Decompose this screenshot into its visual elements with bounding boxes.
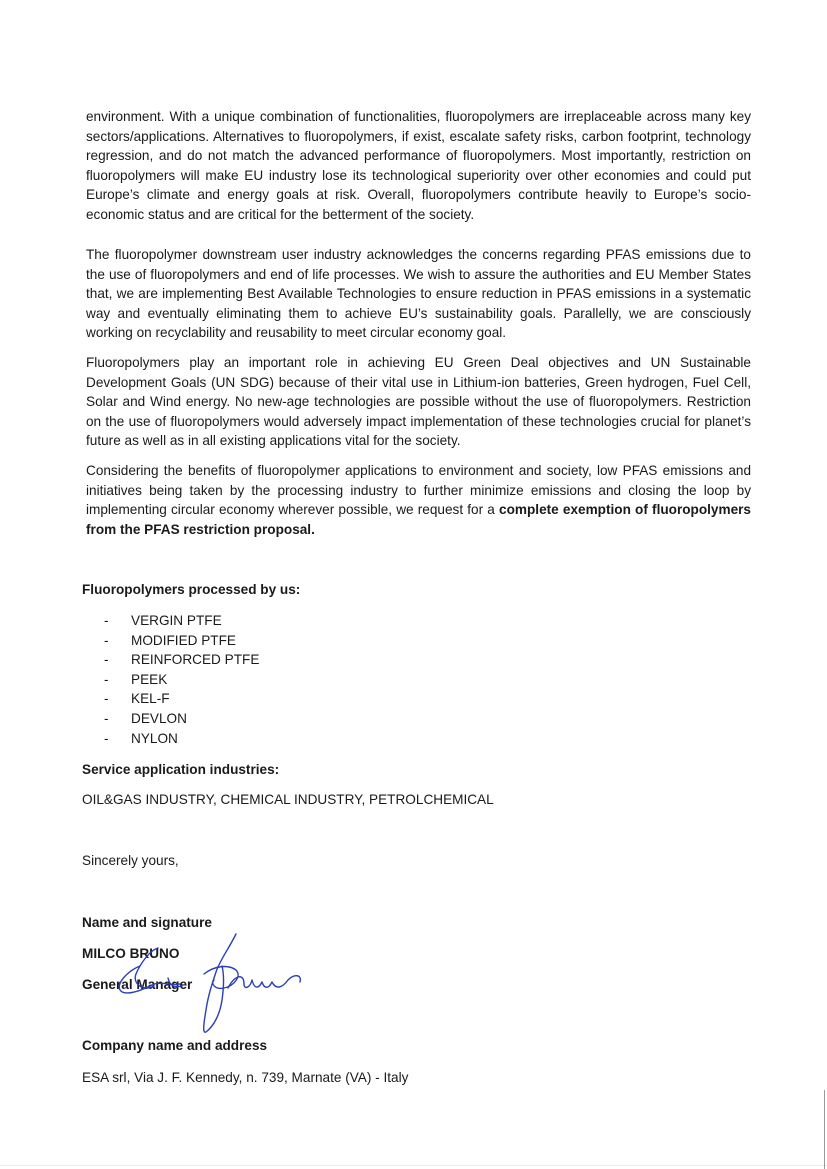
page-bottom-edge bbox=[0, 1165, 827, 1166]
signature-strokes bbox=[119, 934, 300, 1032]
list-dash: - bbox=[104, 671, 109, 687]
salutation: Sincerely yours, bbox=[82, 853, 179, 868]
list-dash: - bbox=[104, 691, 109, 707]
list-dash: - bbox=[104, 710, 109, 726]
list-item bbox=[104, 689, 259, 709]
paragraph-fluoropolymer-benefits: environment. With a unique combination of functionalities, fluoropolymers are irreplaceable across many key sectors/applications. Alternatives to fluoropolymers, if exist, escalate safety risks, carbon footprint, technology regression, and do not match the advanced performance of fluoropolymers. Most importantly, restriction on fluoropolymers will make EU industry lose its technological superiority over other economies and could put Europe’s climate and energy goals at risk. Overall, fluoropolymers contribute heavily to Europe’s socio-economic status and are critical for the betterment of the society. bbox=[86, 109, 751, 222]
list-item bbox=[104, 729, 259, 749]
exemption-request-bold: complete exemption of fluoropolymers from the PFAS restriction proposal. bbox=[86, 502, 751, 537]
list-dash: - bbox=[104, 652, 109, 668]
handwritten-signature bbox=[110, 930, 310, 1040]
signatory-title: General Manager bbox=[82, 977, 193, 992]
list-item bbox=[104, 709, 259, 729]
name-signature-label: Name and signature bbox=[82, 915, 212, 930]
polymer-name: REINFORCED PTFE bbox=[131, 652, 260, 668]
list-dash: - bbox=[104, 613, 109, 628]
exemption-request-lead: Considering the benefits of fluoropolymer applications to environment and society, low PFAS emissions and initiatives being taken by the processing industry to further minimize emissions and closing the loop by implementing circular economy wherever possible, we request for a bbox=[86, 463, 751, 518]
list-dash: - bbox=[104, 632, 109, 648]
industries-list: OIL&GAS INDUSTRY, CHEMICAL INDUSTRY, PETROLCHEMICAL bbox=[82, 792, 494, 807]
industries-heading: Service application industries: bbox=[82, 762, 280, 777]
list-item bbox=[104, 650, 259, 670]
polymer-name: KEL-F bbox=[131, 691, 170, 707]
polymer-name: DEVLON bbox=[131, 710, 187, 726]
polymer-name: PEEK bbox=[131, 671, 168, 687]
list-item bbox=[104, 611, 259, 631]
paragraph-green-deal: Fluoropolymers play an important role in achieving EU Green Deal objectives and UN Sustainable Development Goals (UN SDG) because of their vital use in Lithium-ion batteries, Green hydrogen, Fuel Cell, Solar and Wind energy. No new-age technologies are possible without the use of fluoropolymers. Restriction on the use of fluoropolymers would adversely impact implementation of these technologies crucial for planet’s future as well as in all existing applications vital for the society. bbox=[86, 355, 751, 449]
paragraph-exemption-request bbox=[86, 461, 751, 539]
polymer-name: NYLON bbox=[131, 730, 178, 746]
company-label: Company name and address bbox=[82, 1038, 268, 1053]
list-dash: - bbox=[104, 730, 109, 746]
polymer-name: VERGIN PTFE bbox=[131, 613, 222, 628]
polymer-list bbox=[104, 611, 259, 748]
paragraph-emissions-commitment: The fluoropolymer downstream user industry acknowledges the concerns regarding PFAS emissions due to the use of fluoropolymers and end of life processes. We wish to assure the authorities and EU Member States that, we are implementing Best Available Technologies to ensure reduction in PFAS emissions in a systematic way and eventually eliminating them to achieve EU’s sustainability goals. Parallelly, we are consciously working on recyclability and reusability to meet circular economy goal. bbox=[86, 247, 751, 341]
scan-edge-line bbox=[824, 1090, 825, 1169]
list-item bbox=[104, 670, 259, 690]
list-item bbox=[104, 631, 259, 651]
polymer-name: MODIFIED PTFE bbox=[131, 632, 236, 648]
signatory-name: MILCO BRUNO bbox=[82, 946, 180, 961]
company-address: ESA srl, Via J. F. Kennedy, n. 739, Marnate (VA) - Italy bbox=[82, 1070, 409, 1085]
polymers-heading: Fluoropolymers processed by us: bbox=[82, 582, 301, 597]
